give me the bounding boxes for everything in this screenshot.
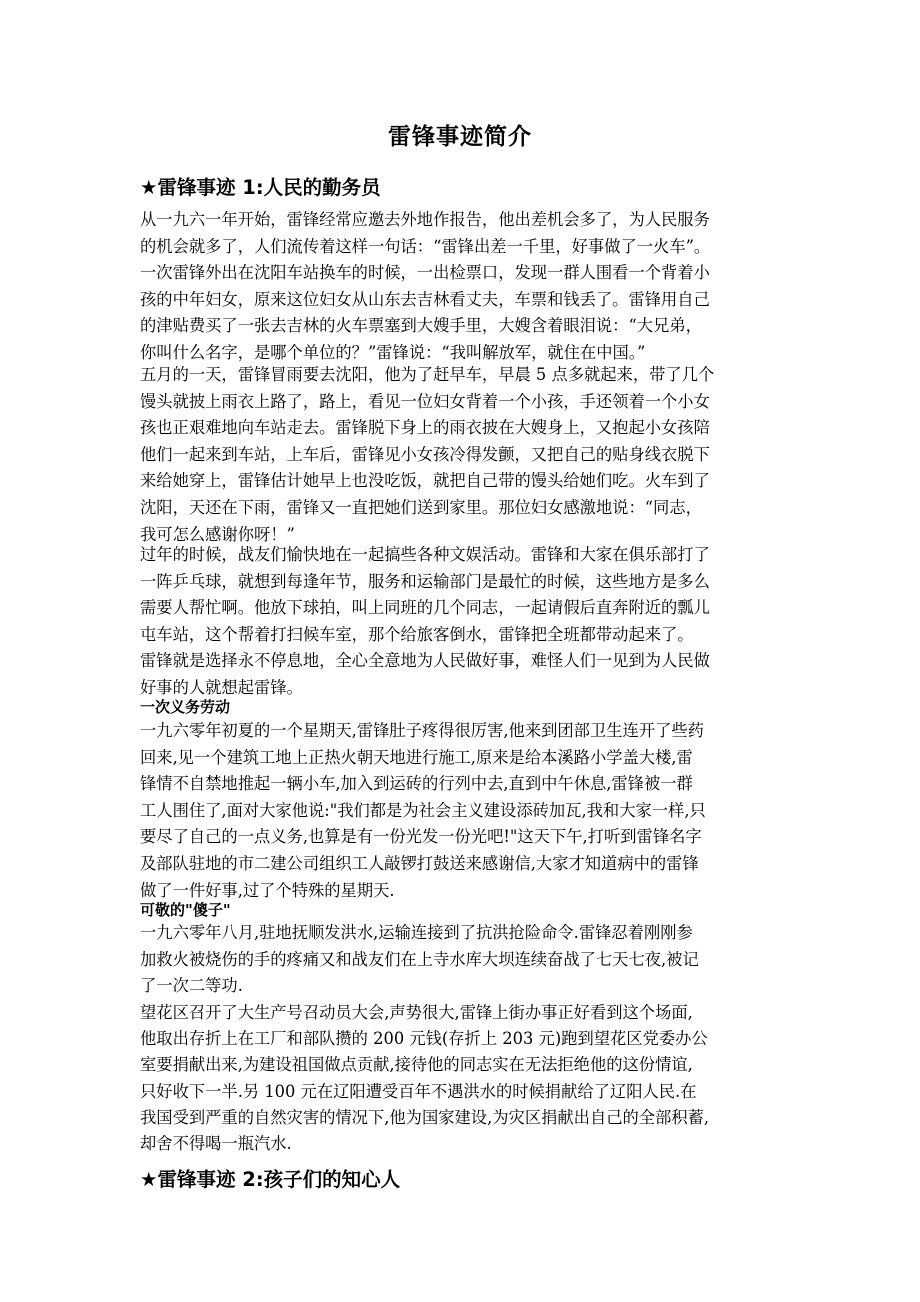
text-line: 孩也正艰难地向车站走去。雷锋脱下身上的雨衣披在大嫂身上，又抱起小女孩陪: [140, 418, 710, 438]
text-line: 孩的中年妇女，原来这位妇女从山东去吉林看丈夫，车票和钱丢了。雷锋用自己: [140, 289, 710, 309]
paragraph-4: [140, 718, 790, 904]
text-line: 一九六零年八月,驻地抚顺发洪水,运输连接到了抗洪抢险命令.雷锋忍着刚刚参: [140, 923, 693, 942]
section-heading-2: ★雷锋事迹 2:孩子们的知心人: [140, 1168, 401, 1191]
text-line: 要尽了自己的一点义务,也算是有一份光发一份光吧!"这天下午,打听到雷锋名字: [140, 827, 702, 847]
text-line: 五月的一天，雷锋冒雨要去沈阳，他为了赶早车，早晨 5 点多就起来，带了几个: [140, 365, 715, 384]
text-line: 一阵乒乓球，就想到每逢年节，服务和运输部门是最忙的时候，这些地方是多么: [140, 571, 710, 591]
text-line: 只好收下一半.另 100 元在辽阳遭受百年不遇洪水的时候捐献给了辽阳人民.在: [140, 1081, 697, 1101]
paragraph-5: [140, 920, 790, 1000]
text-line: 我可怎么感谢你呀！”: [140, 524, 295, 544]
text-line: 工人围住了,面对大家他说:"我们都是为社会主义建设添砖加瓦,我和大家一样,只: [140, 800, 706, 820]
text-line: 过年的时候，战友们愉快地在一起搞些各种文娱活动。雷锋和大家在俱乐部打了: [140, 545, 710, 564]
text-line: 馒头就披上雨衣上路了，路上，看见一位妇女背着一个小孩，手还领着一个小女: [140, 391, 710, 411]
paragraph-3: [140, 542, 790, 702]
text-line: 他们一起来到车站，上车后，雷锋见小女孩冷得发颤，又把自己的贴身线衣脱下: [140, 444, 710, 464]
text-line: 沈阳，天还在下雨，雷锋又一直把她们送到家里。那位妇女感激地说：“同志，: [140, 497, 702, 517]
text-line: 雷锋就是选择永不停息地，全心全意地为人民做好事，难怪人们一见到为人民做: [140, 651, 710, 671]
text-line: 锋情不自禁地推起一辆小车,加入到运砖的行列中去,直到中午休息,雷锋被一群: [140, 774, 693, 794]
text-line: 我国受到严重的自然灾害的情况下,他为国家建设,为灾区捐献出自己的全部积蓄,: [140, 1107, 710, 1127]
text-line: 一九六零年初夏的一个星期天,雷锋肚子疼得很厉害,他来到团部卫生连开了些药: [140, 721, 704, 740]
text-line: 了一次二等功.: [140, 976, 243, 996]
text-line: 他取出存折上在工厂和部队攒的 200 元钱(存折上 203 元)跑到望花区党委办公: [140, 1029, 708, 1049]
text-line: 室要捐献出来,为建设祖国做点贡献,接待他的同志实在无法拒绝他的这份情谊,: [140, 1055, 693, 1075]
document-title: 雷锋事迹简介: [388, 124, 532, 150]
subsection-heading-2: 可敬的"傻子": [140, 901, 231, 919]
text-line: 望花区召开了大生产号召动员大会,声势很大,雷锋上街办事正好看到这个场面,: [140, 1003, 693, 1022]
text-line: 需要人帮忙啊。他放下球拍，叫上同班的几个同志，一起请假后直奔附近的瓢儿: [140, 598, 710, 618]
paragraph-1: [140, 207, 790, 367]
text-line: 做了一件好事,过了个特殊的星期天.: [140, 880, 395, 900]
subsection-heading-1: 一次义务劳动: [140, 698, 231, 716]
text-line: 却舍不得喝一瓶汽水.: [140, 1133, 292, 1153]
text-line: 你叫什么名字，是哪个单位的？”雷锋说：“我叫解放军，就住在中国。”: [140, 342, 646, 362]
text-line: 从一九六一年开始，雷锋经常应邀去外地作报告，他出差机会多了，为人民服务: [140, 210, 710, 229]
text-line: 屯车站，这个帮着打扫候车室，那个给旅客倒水，雷锋把全班都带动起来了。: [140, 624, 694, 644]
paragraph-2: [140, 362, 790, 548]
text-line: 来给她穿上，雷锋估计她早上也没吃饭，就把自己带的馒头给她们吃。火车到了: [140, 471, 710, 491]
text-line: 加救火被烧伤的手的疼痛又和战友们在上寺水库大坝连续奋战了七天七夜,被记: [140, 949, 699, 969]
section-heading-1: ★雷锋事迹 1:人民的勤务员: [140, 176, 381, 199]
text-line: 的津贴费买了一张去吉林的火车票塞到大嫂手里，大嫂含着眼泪说：“大兄弟，: [140, 316, 702, 336]
text-line: 及部队驻地的市二建公司组织工人敲锣打鼓送来感谢信,大家才知道病中的雷锋: [140, 853, 699, 873]
paragraph-6: [140, 1000, 790, 1157]
text-line: 的机会就多了，人们流传着这样一句话：“雷锋出差一千里，好事做了一火车”。: [140, 236, 711, 256]
text-line: 回来,见一个建筑工地上正热火朝天地进行施工,原来是给本溪路小学盖大楼,雷: [140, 747, 693, 767]
text-line: 好事的人就想起雷锋。: [140, 677, 303, 697]
text-line: 一次雷锋外出在沈阳车站换车的时候，一出检票口，发现一群人围看一个背着小: [140, 263, 710, 283]
